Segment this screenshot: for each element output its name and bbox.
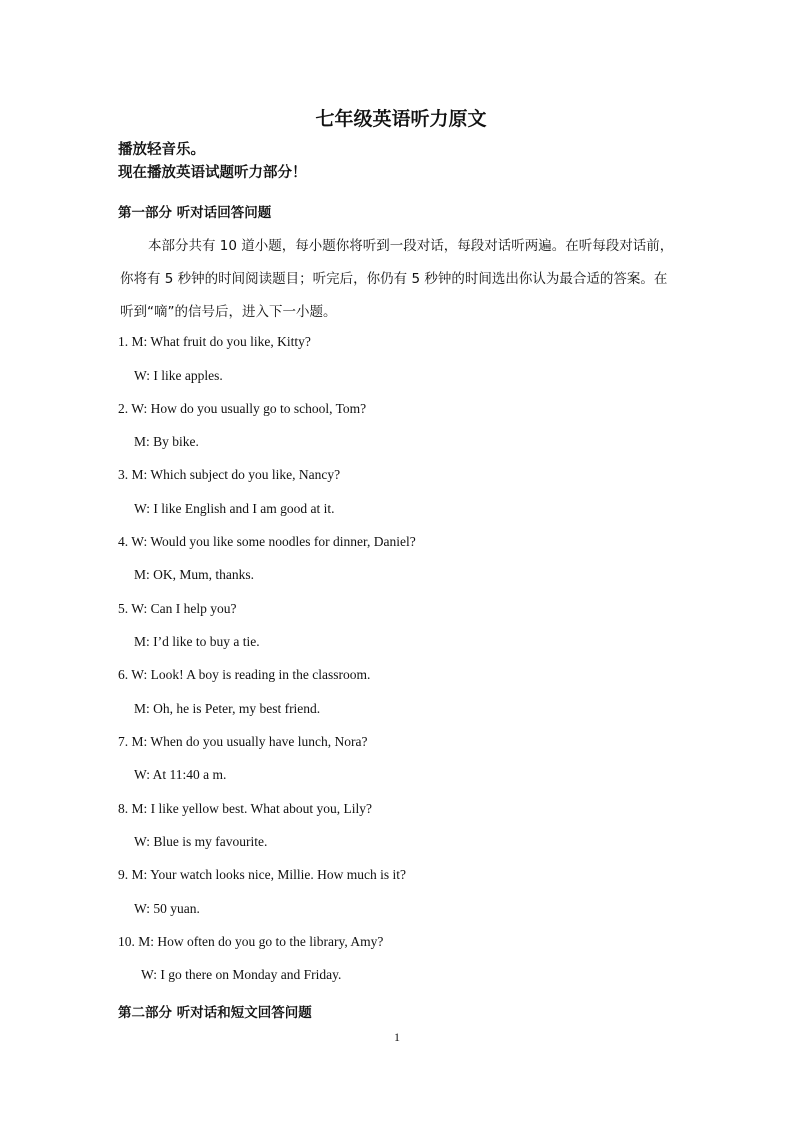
part2-heading: 第二部分 听对话和短文回答问题 bbox=[118, 1005, 312, 1021]
dialogue-6-answer: M: Oh, he is Peter, my best friend. bbox=[134, 701, 321, 716]
dialogue-3-question: 3. M: Which subject do you like, Nancy? bbox=[118, 467, 341, 482]
instruction-start: 现在播放英语试题听力部分！ bbox=[118, 165, 307, 181]
part1-heading: 第一部分 听对话回答问题 bbox=[118, 205, 272, 221]
dialogue-5-answer: M: I’d like to buy a tie. bbox=[134, 634, 260, 649]
dialogue-9-answer: W: 50 yuan. bbox=[134, 901, 200, 916]
dialogue-8-answer: W: Blue is my favourite. bbox=[134, 834, 268, 849]
dialogue-2-question: 2. W: How do you usually go to school, Tom? bbox=[118, 401, 367, 416]
dialogue-6-question: 6. W: Look! A boy is reading in the classroom. bbox=[118, 667, 371, 682]
dialogue-9-question: 9. M: Your watch looks nice, Millie. How much is it? bbox=[118, 867, 406, 882]
page-number: 1 bbox=[394, 1030, 400, 1044]
instruction-line: 本部分共有 10 道小题，每小题你将听到一段对话，每段对话听两遍。在听每段对话前， bbox=[148, 238, 674, 254]
dialogue-10-answer: W: I go there on Monday and Friday. bbox=[141, 967, 342, 982]
dialogue-4-question: 4. W: Would you like some noodles for dinner, Daniel? bbox=[118, 534, 416, 549]
dialogue-1-answer: W: I like apples. bbox=[134, 368, 223, 383]
dialogue-8-question: 8. M: I like yellow best. What about you, Lily? bbox=[118, 801, 372, 816]
dialogue-10-question: 10. M: How often do you go to the library, Amy? bbox=[118, 934, 384, 949]
instruction-line: 你将有 5 秒钟的时间阅读题目；听完后，你仍有 5 秒钟的时间选出你认为最合适的答案。在 bbox=[120, 271, 668, 287]
dialogue-2-answer: M: By bike. bbox=[134, 434, 199, 449]
instruction-music: 播放轻音乐。 bbox=[118, 142, 205, 158]
instruction-line: 听到“嘀”的信号后，进入下一小题。 bbox=[120, 304, 337, 320]
page-title: 七年级英语听力原文 bbox=[315, 108, 487, 130]
dialogue-4-answer: M: OK, Mum, thanks. bbox=[134, 567, 255, 582]
dialogue-3-answer: W: I like English and I am good at it. bbox=[134, 501, 335, 516]
dialogue-1-question: 1. M: What fruit do you like, Kitty? bbox=[118, 334, 311, 349]
dialogue-7-answer: W: At 11:40 a m. bbox=[134, 767, 227, 782]
dialogue-7-question: 7. M: When do you usually have lunch, Nora? bbox=[118, 734, 368, 749]
dialogue-5-question: 5. W: Can I help you? bbox=[118, 601, 237, 616]
